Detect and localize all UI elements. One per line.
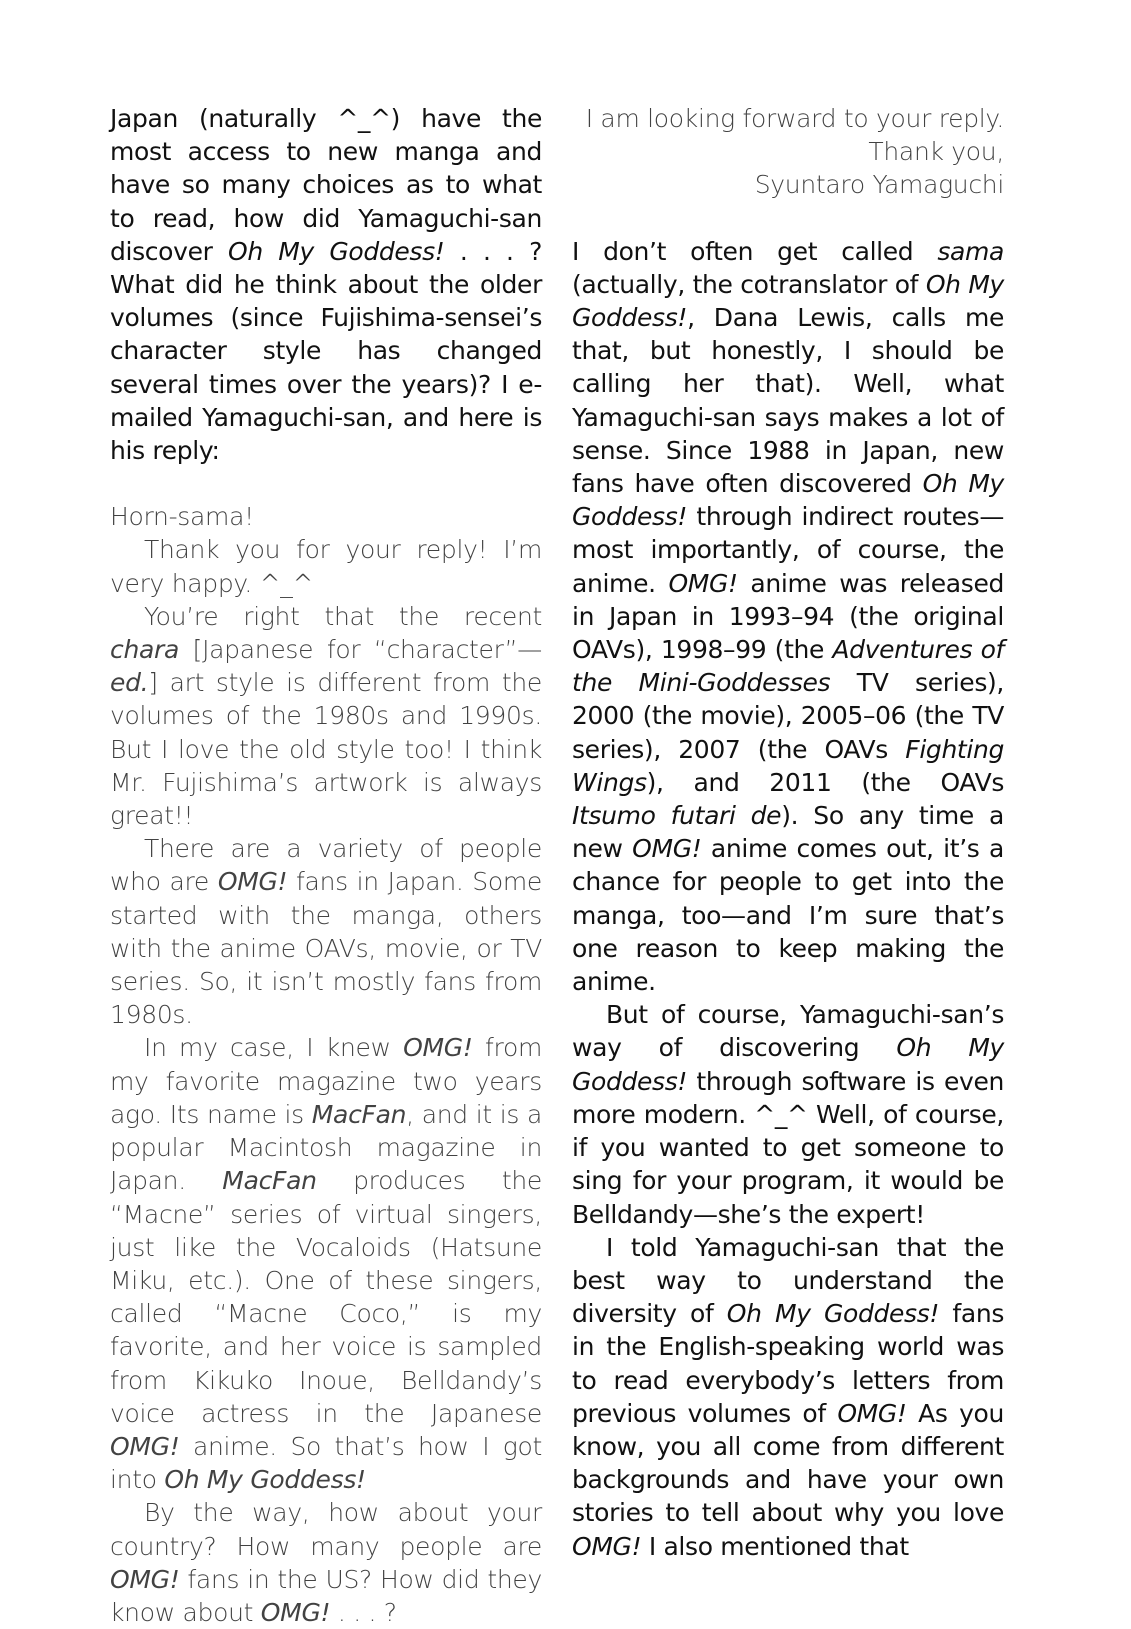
letter-paragraph xyxy=(110,832,542,1031)
text-run: anime was released in Japan in 1993–94 (the original OAVs), 1998–99 (the xyxy=(572,568,1004,665)
body-paragraph xyxy=(572,1231,1004,1563)
italic-text: Fighting Wings xyxy=(572,734,1004,797)
italic-text: OMG! xyxy=(668,568,738,598)
signoff-line: Thank you, xyxy=(868,137,1004,167)
italic-text: OMG! xyxy=(217,867,288,897)
italic-text: OMG! xyxy=(403,1033,473,1063)
text-run: I don’t often get called xyxy=(572,236,938,266)
italic-text: OMG! xyxy=(632,834,702,864)
text-run: [Japanese for “character”— xyxy=(179,635,542,665)
italic-text: MacFan xyxy=(222,1166,317,1196)
italic-text: sama xyxy=(937,236,1004,266)
text-run: anime comes out, it’s a chance for people to get into the manga, too—and I’m sure that’s one reason to keep making the anime. xyxy=(572,834,1004,997)
text-run: There are a variety of people who are xyxy=(110,834,542,897)
italic-text: OMG! xyxy=(260,1597,331,1627)
text-run: Horn-sama! xyxy=(110,502,254,532)
text-run: I told Yamaguchi-san that the best way to understand the diversity of xyxy=(572,1232,1004,1329)
signoff-line: I am looking forward to your reply. xyxy=(585,104,1004,133)
italic-text: Oh My Goddess! xyxy=(164,1465,366,1495)
italic-text: Oh My Goddess! xyxy=(572,1033,1004,1096)
text-run: ). So any time a new xyxy=(572,801,1004,864)
text-run: fans in Japan. Some started with the manga, others with the anime OAVs, movie, or TV series. So, it isn’t mostly fans from 1980s. xyxy=(110,867,542,1030)
text-run: Thank you for your reply! I’m very happy. ^_^ xyxy=(110,535,542,598)
right-column-body xyxy=(572,235,1004,1563)
text-run: from my favorite magazine two years ago. Its name is xyxy=(110,1033,542,1129)
letter-paragraph xyxy=(110,533,542,599)
text-run: anime. So that’s how I got into xyxy=(110,1431,542,1495)
text-run: fans in the US? How did they know about xyxy=(110,1564,542,1627)
italic-text: OMG! xyxy=(110,1564,180,1594)
italic-text: OMG! xyxy=(837,1398,907,1428)
text-run: ), and 2011 (the OAVs xyxy=(646,767,1004,797)
body-paragraph xyxy=(110,102,542,467)
text-run: (actually, the cotranslator of xyxy=(572,269,926,299)
text-run: I also mentioned that xyxy=(641,1531,909,1561)
text-run: , Dana Lewis, calls me that, but honestly, I should be calling her that). Well, what Yamaguchi-san says makes a lot of sense. Since 1988 in Japan, new fans have often discovered xyxy=(572,303,1004,499)
text-run: You’re right that the recent xyxy=(144,601,542,631)
body-paragraph xyxy=(572,998,1004,1230)
text-run: As you know, you all come from different backgrounds and have your own stories to tell about why you love xyxy=(572,1398,1004,1528)
text-run: . . . ? xyxy=(330,1597,397,1627)
text-run: through software is even more modern. ^_^ Well, of course, if you wanted to get someone to sing for your program, it would be Belldandy—she’s the expert! xyxy=(572,1066,1004,1229)
text-run: Japan (naturally ^_^) have the most access to new manga and have so many choices as to what to read, how did Yamaguchi-san discover xyxy=(110,104,542,266)
letter-paragraph xyxy=(110,500,542,533)
italic-text: Oh My Goddess! xyxy=(228,236,445,266)
italic-text: OMG! xyxy=(572,1531,642,1561)
letter-signoff xyxy=(572,102,1004,202)
text-run: TV series), 2000 (the movie), 2005–06 (the TV series), 2007 (the OAVs xyxy=(572,668,1004,764)
italic-text: Oh My Goddess! xyxy=(572,269,1004,333)
text-run: , and it is a popular Macintosh magazine in Japan. xyxy=(110,1099,542,1196)
right-column xyxy=(572,102,1004,1563)
text-run: By the way, how about your country? How many people are xyxy=(110,1498,542,1561)
italic-text: Oh My Goddess! xyxy=(726,1299,940,1329)
body-paragraph xyxy=(572,235,1004,999)
italic-text: Oh My Goddess! xyxy=(572,469,1004,532)
letter-paragraph xyxy=(110,600,542,832)
text-run: But of course, Yamaguchi-san’s way of discovering xyxy=(572,1000,1004,1063)
text-run: ] art style is different from the volumes of the 1980s and 1990s. But I love the old style too! I think Mr. Fujishima’s artwork is always great!! xyxy=(110,668,542,831)
italic-text: Itsumo futari de xyxy=(572,801,782,831)
italic-text: OMG! xyxy=(110,1431,180,1461)
italic-text: chara xyxy=(110,635,180,665)
text-run: through indirect routes—most importantly, of course, the anime. xyxy=(572,502,1004,598)
text-run: produces the “Macne” series of virtual singers, just like the Vocaloids (Hatsune Miku, etc.). One of these singers, called “Macne Coco,” is my favorite, and her voice is sampled from Kikuko Inoue, Belldandy’s voice actress in the Japanese xyxy=(110,1166,542,1428)
italic-text: ed. xyxy=(110,668,149,698)
italic-text: Adventures of the Mini-Goddesses xyxy=(572,635,1004,698)
left-column xyxy=(110,102,542,1629)
text-run: In my case, I knew xyxy=(144,1033,404,1063)
text-run: . . . ? What did he think about the older volumes (since Fujishima-sensei’s character style has changed several times over the years)? I e-mailed Yamaguchi-san, and here is his reply: xyxy=(110,236,542,466)
signoff-line: Syuntaro Yamaguchi xyxy=(754,170,1004,200)
italic-text: MacFan xyxy=(311,1099,407,1129)
letter-paragraph xyxy=(110,1031,542,1496)
letter-paragraph xyxy=(110,1496,542,1629)
text-run: fans in the English-speaking world was to read everybody’s letters from previous volumes of xyxy=(572,1299,1004,1428)
